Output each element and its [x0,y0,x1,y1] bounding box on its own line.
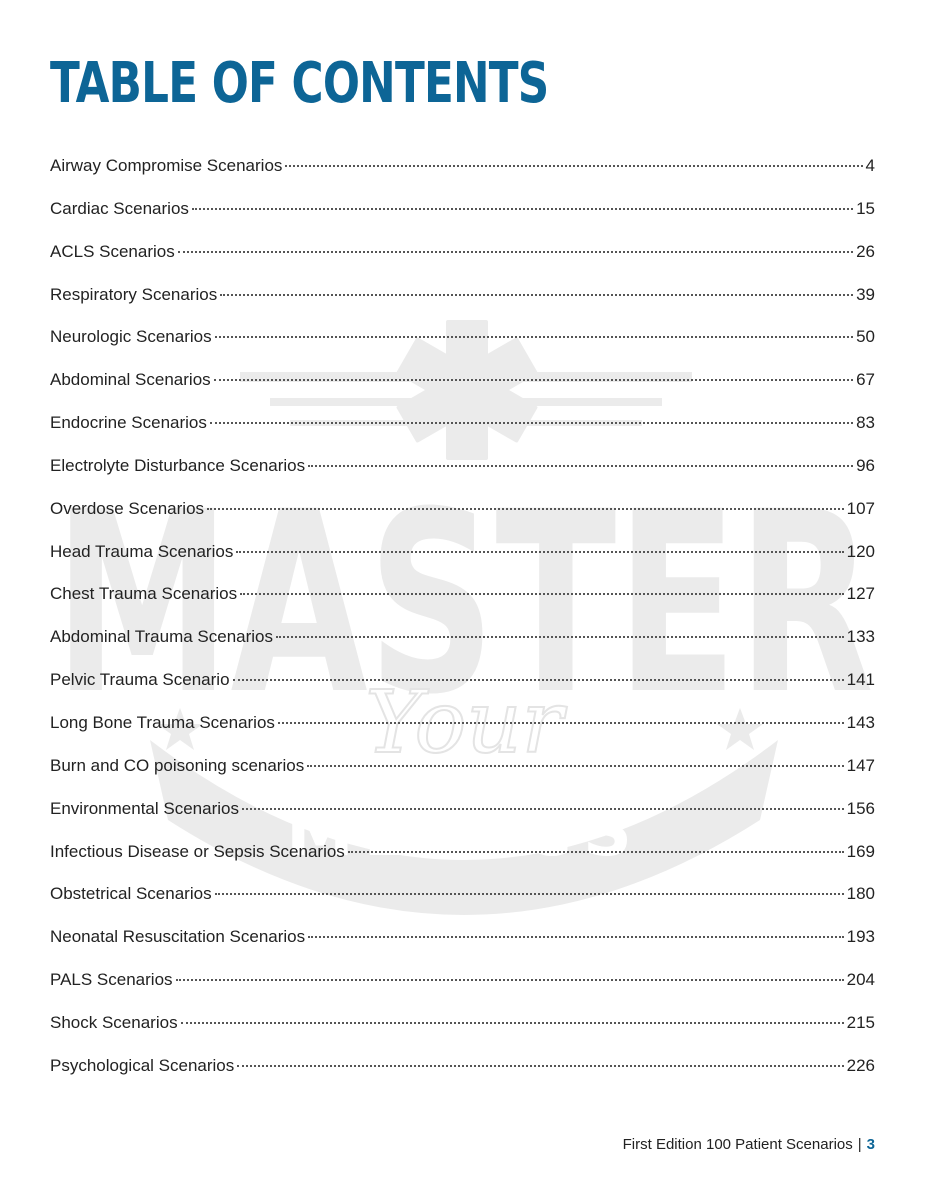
toc-entry[interactable] [50,788,875,831]
toc-entry[interactable] [50,573,875,616]
toc-entry-label: Infectious Disease or Sepsis Scenarios [50,841,345,861]
toc-entry-page: 83 [856,413,875,433]
toc-entry-label: Overdose Scenarios [50,498,205,518]
toc-entry[interactable] [50,316,875,359]
toc-entry-page: 215 [846,1012,875,1032]
toc-entry[interactable] [50,702,875,745]
table-of-contents [50,145,875,1088]
toc-entry[interactable] [50,959,875,1002]
toc-dot-leader [236,551,843,553]
toc-entry-label: Long Bone Trauma Scenarios [50,712,275,732]
watermark-script-word: Your [365,673,563,773]
toc-dot-leader [192,208,853,210]
toc-entry-label: Pelvic Trauma Scenario [50,670,230,690]
toc-dot-leader [215,336,853,338]
toc-entry[interactable] [50,274,875,317]
toc-entry-label: Abdominal Trauma Scenarios [50,627,274,647]
toc-entry[interactable] [50,359,875,402]
toc-dot-leader [242,808,844,810]
toc-entry-page: 107 [846,498,875,518]
toc-entry[interactable] [50,445,875,488]
toc-entry-page: 127 [846,584,875,604]
toc-entry[interactable] [50,488,875,531]
toc-dot-leader [308,936,843,938]
toc-dot-leader [278,722,844,724]
footer-text: First Edition 100 Patient Scenarios [622,1136,853,1153]
toc-entry-page: 39 [856,284,875,304]
toc-entry-page: 67 [856,370,875,390]
toc-entry[interactable] [50,616,875,659]
toc-entry-label: Abdominal Scenarios [50,370,211,390]
toc-entry-label: Environmental Scenarios [50,798,239,818]
toc-entry-label: Neurologic Scenarios [50,327,212,347]
toc-dot-leader [348,851,844,853]
toc-entry-label: Cardiac Scenarios [50,198,189,218]
toc-entry[interactable] [50,231,875,274]
toc-entry-label: Electrolyte Disturbance Scenarios [50,455,306,475]
toc-dot-leader [215,893,844,895]
toc-dot-leader [308,465,853,467]
toc-entry-page: 4 [865,156,875,175]
toc-dot-leader [240,593,844,595]
toc-entry-page: 193 [846,927,875,947]
page-footer [623,1136,875,1153]
toc-dot-leader [276,636,844,638]
toc-entry-page: 141 [846,670,875,690]
page-number: 3 [866,1136,875,1153]
page-title: TABLE OF CONTENTS [50,51,549,116]
toc-entry-label: Chest Trauma Scenarios [50,584,238,604]
toc-entry[interactable] [50,916,875,959]
watermark-arc-word: MEDICS [285,793,643,872]
toc-entry-label: Respiratory Scenarios [50,284,218,304]
toc-entry-label: Shock Scenarios [50,1012,178,1032]
toc-entry[interactable] [50,145,875,188]
toc-dot-leader [214,379,853,381]
toc-entry[interactable] [50,1045,875,1088]
toc-entry[interactable] [50,531,875,574]
toc-dot-leader [181,1022,844,1024]
toc-entry-page: 96 [856,455,875,475]
toc-entry[interactable] [50,745,875,788]
toc-entry-page: 143 [846,712,875,732]
toc-entry-label: Psychological Scenarios [50,1055,235,1075]
toc-entry-label: Airway Compromise Scenarios [50,156,283,175]
toc-dot-leader [207,508,844,510]
toc-entry-label: Head Trauma Scenarios [50,541,234,561]
watermark-main-word: MASTER [54,458,874,749]
toc-dot-leader [237,1065,843,1067]
toc-entry[interactable] [50,873,875,916]
toc-entry-page: 120 [846,541,875,561]
toc-entry[interactable] [50,659,875,702]
toc-entry[interactable] [50,1002,875,1045]
toc-dot-leader [178,251,853,253]
toc-entry-page: 133 [846,627,875,647]
toc-entry-label: PALS Scenarios [50,970,173,990]
toc-entry-page: 226 [846,1055,875,1075]
toc-entry-page: 147 [846,755,875,775]
toc-entry-label: Neonatal Resuscitation Scenarios [50,927,306,947]
toc-dot-leader [210,422,853,424]
toc-entry-page: 50 [856,327,875,347]
toc-entry-page: 180 [846,884,875,904]
toc-dot-leader [220,294,853,296]
toc-entry-label: Obstetrical Scenarios [50,884,212,904]
footer-separator: | [857,1136,862,1153]
toc-dot-leader [176,979,844,981]
toc-entry[interactable] [50,831,875,874]
toc-entry[interactable] [50,402,875,445]
toc-entry-label: ACLS Scenarios [50,241,175,261]
toc-entry-page: 156 [846,798,875,818]
toc-dot-leader [307,765,843,767]
toc-entry-label: Endocrine Scenarios [50,413,207,433]
toc-entry-label: Burn and CO poisoning scenarios [50,755,305,775]
toc-dot-leader [233,679,844,681]
toc-entry-page: 204 [846,970,875,990]
toc-entry-page: 26 [856,241,875,261]
toc-entry[interactable] [50,188,875,231]
toc-dot-leader [285,165,862,167]
toc-entry-page: 169 [846,841,875,861]
toc-entry-page: 15 [856,198,875,218]
